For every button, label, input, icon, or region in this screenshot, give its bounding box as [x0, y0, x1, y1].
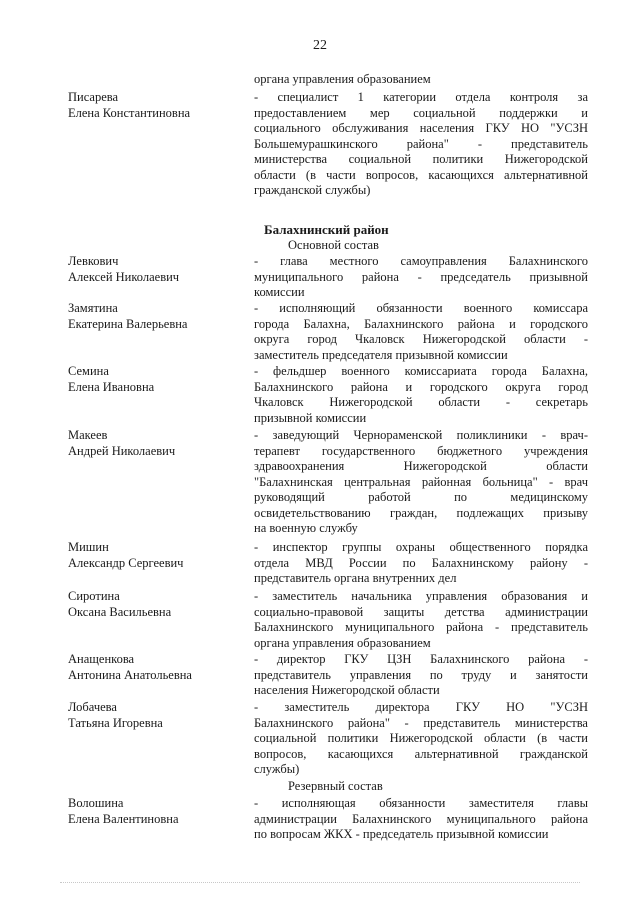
role-line: социально-правовой защиты детства администрации — [254, 604, 588, 619]
member-given-names: Елена Константиновна — [68, 105, 191, 120]
member-role — [254, 700, 588, 778]
role-line: Чкаловск Нижегородской области - секретарь — [254, 395, 588, 409]
role-line: комиссии — [254, 285, 305, 299]
reserve-composition-label: Резервный состав — [288, 779, 383, 793]
role-line: "Балахнинская центральная районная больница" - врач — [254, 474, 588, 489]
role-line: - заведующий Чернораменской поликлиники - врач- — [254, 428, 588, 442]
role-line: области (в части вопросов, касающихся альтернативной — [254, 167, 588, 182]
role-line: представитель управления по труду и занятости — [254, 667, 588, 682]
role-line: предоставлением мер социальной поддержки и — [254, 105, 588, 120]
role-line: министерства социальной политики Нижегородской — [254, 152, 588, 166]
member-given-names: Елена Валентиновна — [68, 811, 179, 826]
member-surname: Сиротина — [68, 589, 120, 603]
member-surname: Семина — [68, 364, 109, 378]
role-line: - директор ГКУ ЦЗН Балахнинского района - — [254, 652, 588, 666]
member-given-names: Елена Ивановна — [68, 379, 155, 394]
role-line: муниципального района - председатель призывной — [254, 269, 588, 284]
role-line: администрации Балахнинского муниципального района — [254, 811, 588, 826]
member-surname: Левкович — [68, 254, 119, 268]
role-line: Балахнинского муниципального района - представитель — [254, 620, 588, 634]
role-line: службы) — [254, 762, 300, 776]
role-line: органа управления образованием — [254, 635, 431, 650]
member-surname: Писарева — [68, 90, 119, 104]
member-surname: Анащенкова — [68, 652, 135, 666]
role-line: отдела МВД России по Балахнинскому району - — [254, 555, 588, 570]
member-role — [254, 652, 588, 699]
member-given-names: Алексей Николаевич — [68, 269, 180, 284]
member-name — [68, 796, 248, 827]
member-role — [254, 540, 588, 587]
role-line: - заместитель директора ГКУ НО "УСЗН — [254, 700, 588, 714]
member-role — [254, 90, 588, 199]
role-line: гражданской службы) — [254, 183, 371, 197]
member-name — [68, 540, 248, 571]
role-line: - фельдшер военного комиссариата города Балахна, — [254, 364, 588, 378]
role-line: - инспектор группы охраны общественного порядка — [254, 540, 588, 554]
member-surname: Замятина — [68, 301, 118, 315]
role-line: - исполняющая обязанности заместителя главы — [254, 796, 588, 810]
role-line: призывной комиссии — [254, 410, 367, 425]
member-name — [68, 364, 248, 395]
role-line: освидетельствованию граждан, подлежащих призыву — [254, 505, 588, 520]
member-surname: Волошина — [68, 796, 124, 810]
member-surname: Лобачева — [68, 700, 117, 714]
member-given-names: Антонина Анатольевна — [68, 667, 192, 682]
role-line: социального обслуживания населения ГКУ НО "УСЗН — [254, 121, 588, 135]
role-line: - глава местного самоуправления Балахнинского — [254, 254, 588, 268]
role-line: заместитель председателя призывной комиссии — [254, 347, 508, 362]
member-role — [254, 796, 588, 843]
role-line: здравоохранения Нижегородской области — [254, 459, 588, 473]
member-name — [68, 90, 248, 121]
member-surname: Мишин — [68, 540, 109, 554]
page-number: 22 — [313, 38, 327, 53]
role-line: Большемурашкинского района" - представитель — [254, 136, 588, 151]
role-line: по вопросам ЖКХ - председатель призывной комиссии — [254, 827, 549, 841]
role-line: руководящий работой по медицинскому — [254, 490, 588, 504]
member-role — [254, 301, 588, 363]
member-given-names: Татьяна Игоревна — [68, 715, 163, 730]
member-given-names: Екатерина Валерьевна — [68, 316, 188, 331]
role-line: терапевт государственного бюджетного учреждения — [254, 443, 588, 458]
role-line: Балахнинского района" - представитель министерства — [254, 715, 588, 730]
role-line: на военную службу — [254, 521, 358, 535]
role-line: представитель органа внутренних дел — [254, 571, 457, 585]
member-name — [68, 254, 248, 285]
section-title: Балахнинский район — [264, 222, 389, 237]
scan-edge-divider — [60, 882, 580, 883]
role-line: вопросов, касающихся альтернативной гражданской — [254, 746, 588, 761]
role-line: Балахнинского района и городского округа город — [254, 379, 588, 394]
member-name — [68, 301, 248, 332]
continuation-line: органа управления образованием — [254, 72, 431, 86]
member-given-names: Александр Сергеевич — [68, 555, 184, 570]
role-line: социальной политики Нижегородской области (в части — [254, 731, 588, 745]
role-line: округа город Чкаловск Нижегородской области - — [254, 332, 588, 346]
role-line: - заместитель начальника управления образования и — [254, 589, 588, 603]
role-line: города Балахна, Балахнинского района и городского — [254, 316, 588, 331]
member-surname: Макеев — [68, 428, 108, 442]
member-role — [254, 254, 588, 301]
role-line: населения Нижегородской области — [254, 683, 440, 697]
member-name — [68, 428, 248, 459]
member-given-names: Андрей Николаевич — [68, 443, 176, 458]
main-composition-label: Основной состав — [288, 238, 379, 252]
role-line: - исполняющий обязанности военного комиссара — [254, 301, 588, 315]
role-line: - специалист 1 категории отдела контроля за — [254, 90, 588, 104]
member-given-names: Оксана Васильевна — [68, 604, 172, 619]
member-role — [254, 428, 588, 537]
member-role — [254, 589, 588, 651]
member-name — [68, 700, 248, 731]
member-name — [68, 652, 248, 683]
member-role — [254, 364, 588, 426]
continuation-text — [254, 72, 588, 88]
member-name — [68, 589, 248, 620]
